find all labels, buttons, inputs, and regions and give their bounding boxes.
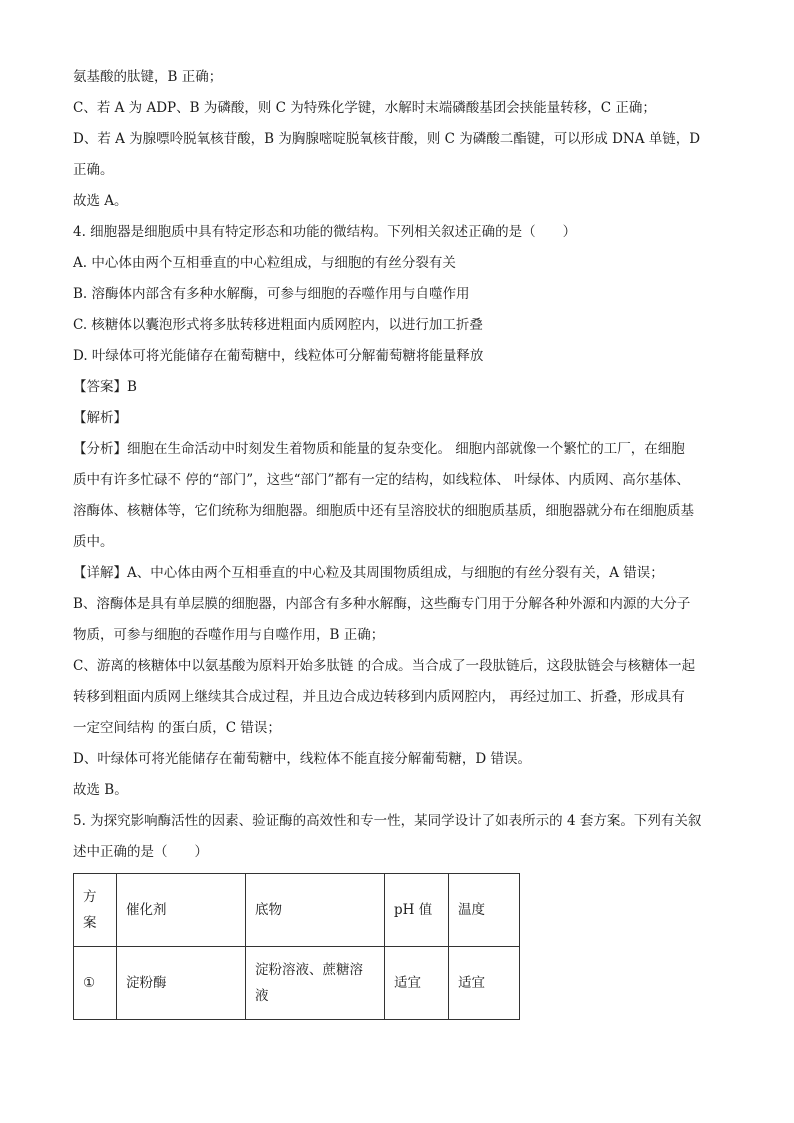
- table-cell: ①: [74, 947, 117, 1020]
- prev-answer-line-2: C、若 A 为 ADP、B 为磷酸，则 C 为特殊化学键，水解时末端磷酸基团会挟能量转移，C 正确；: [73, 100, 656, 116]
- table-header-row: [74, 874, 520, 947]
- answer-tag: 【答案】: [73, 379, 127, 395]
- detail-line-6: 一定空间结构 的蛋白质，C 错误；: [73, 720, 281, 736]
- detail-line-5: 转移到粗面内质网上继续其合成过程，并且边合成边转移到内质网腔内， 再经过加工、折叠，形成具有: [73, 689, 685, 705]
- question-4-option-c: C. 核糖体以囊泡形式将多肽转移进粗面内质网腔内，以进行加工折叠: [73, 317, 483, 333]
- table-header-cell: 温度: [449, 874, 520, 947]
- question-4-choice: 故选 B。: [73, 782, 128, 798]
- table-cell: 适宜: [449, 947, 520, 1020]
- question-5-stem-1: 5. 为探究影响酶活性的因素、验证酶的高效性和专一性，某同学设计了如表所示的 4 套方案。下列有关叙: [73, 813, 702, 829]
- table-header-cell: 底物: [246, 874, 385, 947]
- table-cell: 淀粉酶: [117, 947, 246, 1020]
- table-header-cell: 催化剂: [117, 874, 246, 947]
- table-row: [74, 947, 520, 1020]
- question-4-option-d: D. 叶绿体可将光能储存在葡萄糖中，线粒体可分解葡萄糖将能量释放: [73, 348, 484, 364]
- detail-line-2: B、溶酶体是具有单层膜的细胞器，内部含有多种水解酶，这些酶专门用于分解各种外源和内源的大分子: [73, 596, 691, 612]
- fenxi-tag: 【分析】: [73, 441, 127, 457]
- answer-line: [73, 372, 723, 403]
- detail-line-4: C、游离的核糖体中以氨基酸为原料开始多肽链 的合成。当合成了一段肽链后，这段肽链会与核糖体一起: [73, 658, 696, 674]
- table-header-cell: 方案: [74, 874, 117, 947]
- table-cell: 淀粉溶液、蔗糖溶液: [246, 947, 385, 1020]
- question-4-stem: 4. 细胞器是细胞质中具有特定形态和功能的微结构。下列相关叙述正确的是（ ）: [73, 224, 577, 240]
- analysis-line-3: 溶酶体、核糖体等，它们统称为细胞器。细胞质中还有呈溶胶状的细胞质基质，细胞器就分布在细胞质基: [73, 503, 694, 519]
- answer-value: B: [127, 379, 137, 395]
- fenxi-text-1: 细胞在生命活动中时刻发生着物质和能量的复杂变化。 细胞内部就像一个繁忙的工厂，在细胞: [127, 441, 685, 457]
- analysis-line-1: [73, 434, 723, 465]
- analysis-line-2: 质中有许多忙碌不 停的“部门”，这些“部门”都有一定的结构，如线粒体、 叶绿体、内质网、高尔基体、: [73, 472, 690, 488]
- analysis-tag: 【解析】: [73, 410, 127, 426]
- question-4-option-a: A. 中心体由两个互相垂直的中心粒组成，与细胞的有丝分裂有关: [73, 255, 456, 271]
- detail-line-1: [73, 558, 723, 589]
- detail-line-7: D、叶绿体可将光能储存在葡萄糖中，线粒体不能直接分解葡萄糖，D 错误。: [73, 751, 531, 767]
- prev-answer-choice: 故选 A。: [73, 193, 128, 209]
- page-content: [73, 62, 723, 1020]
- prev-answer-line-4: 正确。: [73, 162, 114, 178]
- table-cell: 适宜: [385, 947, 449, 1020]
- prev-answer-line-1: 氨基酸的肽键，B 正确；: [73, 69, 223, 85]
- table-header-cell: pH 值: [385, 874, 449, 947]
- xiangjie-tag: 【详解】: [73, 565, 127, 581]
- question-5-stem-2: 述中正确的是（ ）: [73, 844, 208, 860]
- prev-answer-line-3: D、若 A 为腺嘌呤脱氧核苷酸，B 为胸腺嘧啶脱氧核苷酸，则 C 为磷酸二酯键，可以形成 DNA 单链，D: [73, 131, 701, 147]
- schemes-table: [73, 873, 520, 1020]
- xiangjie-text-1: A、中心体由两个互相垂直的中心粒及其周围物质组成，与细胞的有丝分裂有关，A 错误；: [127, 565, 664, 581]
- detail-line-3: 物质，可参与细胞的吞噬作用与自噬作用，B 正确；: [73, 627, 385, 643]
- question-4-option-b: B. 溶酶体内部含有多种水解酶，可参与细胞的吞噬作用与自噬作用: [73, 286, 470, 302]
- analysis-line-4: 质中。: [73, 534, 114, 550]
